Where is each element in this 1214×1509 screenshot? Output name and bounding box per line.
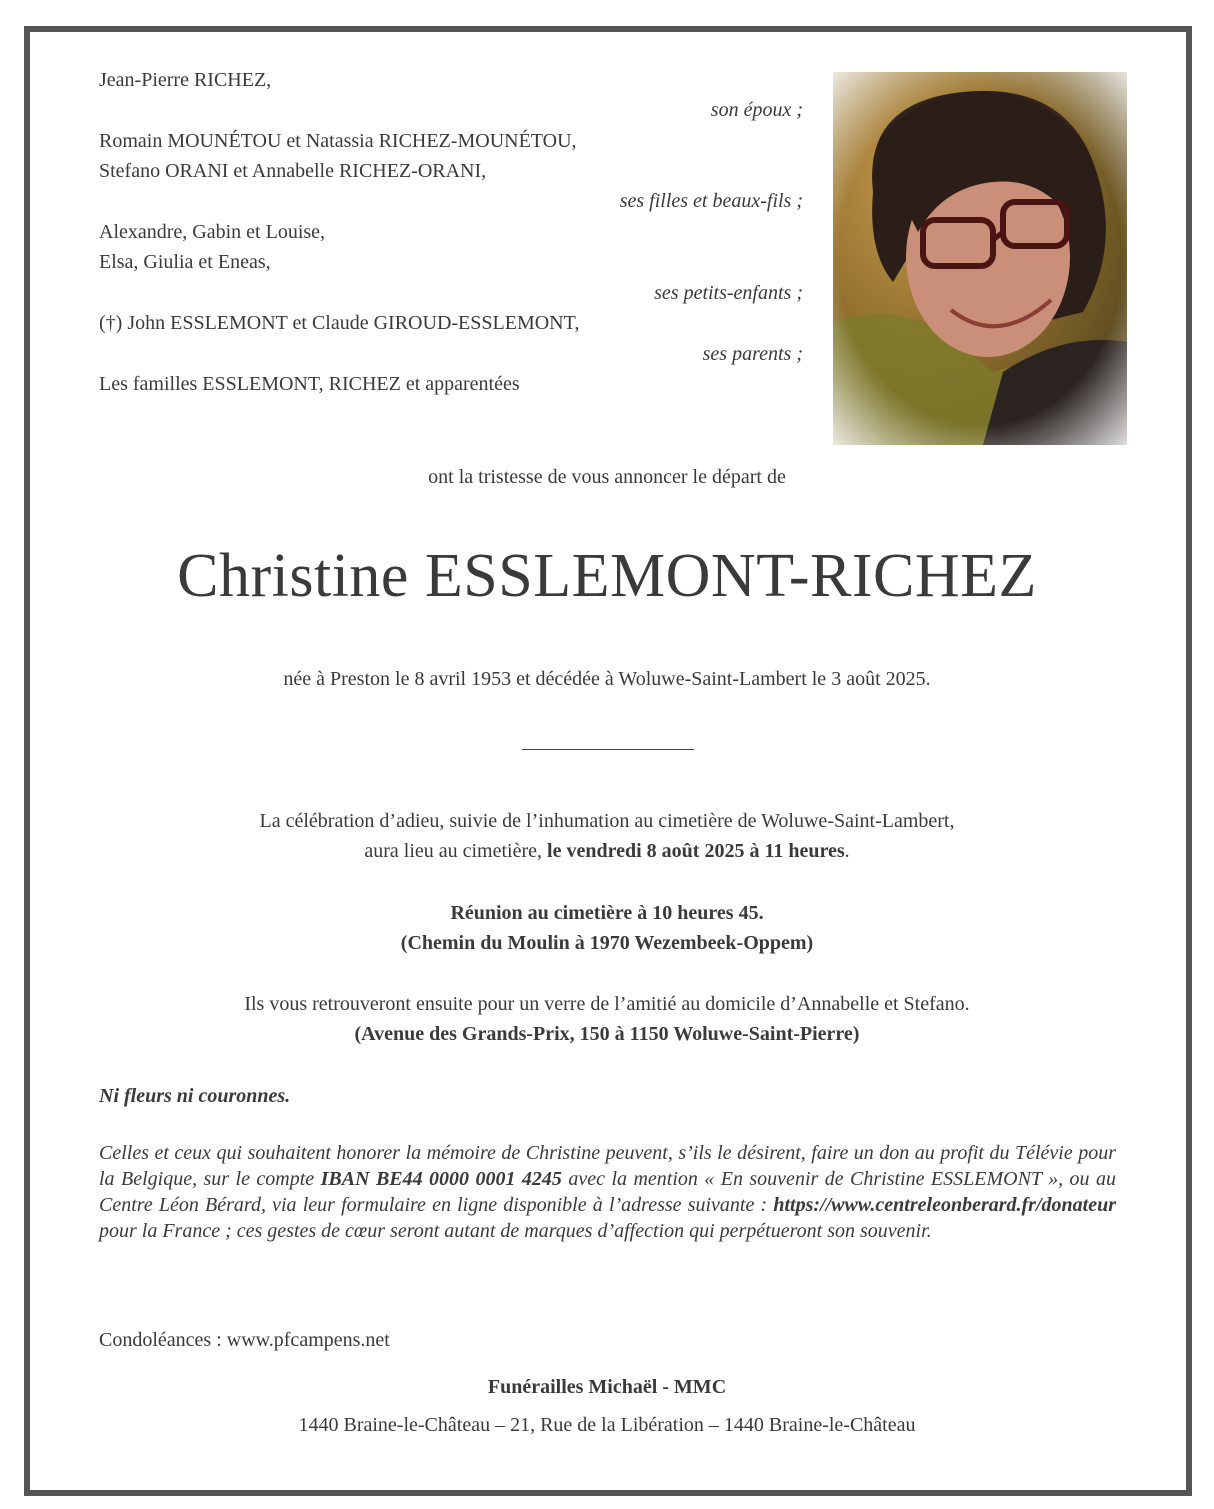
divider [522, 749, 694, 750]
donation-text-3: pour la France ; ces gestes de cœur seront autant de marques d’affection qui perpétueront son souvenir. [99, 1220, 932, 1242]
ceremony-line-1: La célébration d’adieu, suivie de l’inhumation au cimetière de Woluwe-Saint-Lambert, [259, 810, 955, 832]
condolences-line: Condoléances : www.pfcampens.net [99, 1329, 390, 1351]
no-flowers-notice: Ni fleurs ni couronnes. [99, 1085, 291, 1107]
meeting-line-1: Réunion au cimetière à 10 heures 45. [450, 902, 764, 924]
donation-text-1: Celles et ceux qui souhaitent honorer la mémoire de Christine peuvent, s’ils le désirent, faire un don au profit du Télévie pour la Belgique, sur le compte [99, 1142, 1116, 1190]
donation-paragraph [99, 1140, 1116, 1244]
announcement-text: ont la tristesse de vous annoncer le départ de [428, 466, 786, 488]
meeting-line-2: (Chemin du Moulin à 1970 Wezembeek-Oppem) [400, 932, 814, 954]
daughters-role: ses filles et beaux-fils ; [619, 190, 803, 212]
parents-line: (†) John ESSLEMONT et Claude GIROUD-ESSLEMONT, [99, 312, 580, 334]
deceased-name: Christine ESSLEMONT-RICHEZ [177, 542, 1037, 610]
daughters-line-1: Romain MOUNÉTOU et Natassia RICHEZ-MOUNÉTOU, [99, 130, 577, 152]
grandchildren-line-1: Alexandre, Gabin et Louise, [99, 221, 326, 243]
daughters-line-2: Stefano ORANI et Annabelle RICHEZ-ORANI, [99, 160, 487, 182]
funeral-home-address: 1440 Braine-le-Château – 21, Rue de la Libération – 1440 Braine-le-Château [298, 1414, 916, 1436]
grandchildren-line-2: Elsa, Giulia et Eneas, [99, 251, 271, 273]
ceremony-prefix: aura lieu au cimetière, [364, 840, 548, 862]
portrait-photo [833, 72, 1127, 445]
husband-role: son époux ; [710, 99, 803, 121]
donation-text-2: avec la mention « En souvenir de Christine ESSLEMONT », ou au Centre Léon Bérard, via leur formulaire en ligne disponible à l’adresse suivante : [99, 1168, 1116, 1216]
ceremony-suffix: . [844, 840, 850, 862]
reception-line-1: Ils vous retrouveront ensuite pour un verre de l’amitié au domicile d’Annabelle et Stefano. [244, 993, 970, 1015]
funeral-home-name: Funérailles Michaël - MMC [487, 1376, 727, 1398]
birth-death-dates: née à Preston le 8 avril 1953 et décédée à Woluwe-Saint-Lambert le 3 août 2025. [283, 668, 931, 690]
donation-url[interactable]: https://www.centreleonberard.fr/donateur [773, 1194, 1116, 1216]
donation-iban: IBAN BE44 0000 0001 4245 [320, 1168, 562, 1190]
reception-line-2: (Avenue des Grands-Prix, 150 à 1150 Woluwe-Saint-Pierre) [354, 1023, 860, 1045]
ceremony-date-time: le vendredi 8 août 2025 à 11 heures [547, 840, 845, 862]
parents-role: ses parents ; [702, 343, 803, 365]
ceremony-line-2 [0, 839, 1214, 863]
families-line: Les familles ESSLEMONT, RICHEZ et apparentées [99, 373, 520, 395]
grandchildren-role: ses petits-enfants ; [654, 282, 803, 304]
portrait-icon [833, 72, 1127, 445]
husband-name: Jean-Pierre RICHEZ, [99, 69, 272, 91]
